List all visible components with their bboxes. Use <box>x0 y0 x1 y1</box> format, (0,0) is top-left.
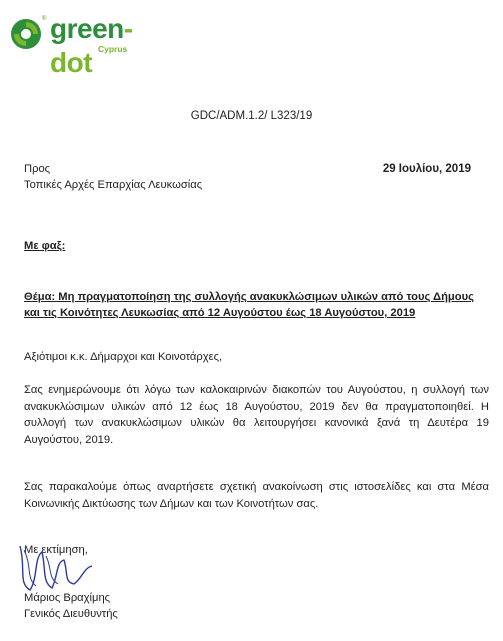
subject-line-1: Θέμα: Μη πραγματοποίηση της συλλογής ανακυκλώσιμων υλικών από τους Δήμους <box>24 291 474 303</box>
subject-line-2: και τις Κοινότητες Λευκωσίας από 12 Αυγούστου έως 18 Αυγούστου, 2019 <box>24 307 416 319</box>
closing: Με εκτίμηση, <box>24 544 88 556</box>
letter-date: 29 Ιουλίου, 2019 <box>382 163 471 175</box>
signatory-title: Γενικός Διευθυντής <box>24 608 118 620</box>
recycle-logo-icon <box>10 18 42 50</box>
to-label: Προς <box>24 163 51 175</box>
logo-word-green: green <box>50 13 124 44</box>
registered-mark: ® <box>42 16 47 22</box>
greeting: Αξιότιμοι κ.κ. Δήμαρχοι και Κοινοτάρχες, <box>24 351 223 363</box>
green-dot-logo <box>10 13 170 78</box>
fax-label: Με φαξ: <box>24 240 66 252</box>
reference-number: GDC/ADM.1.2/ L323/19 <box>190 110 313 122</box>
signatory-name: Μάριος Βραχίμης <box>24 592 111 604</box>
body-paragraph-1: Σας ενημερώνουμε ότι λόγω των καλοκαιρινών διακοπών του Αυγούστου, η συλλογή των ανακυκλώσιμων υλικών από 12 έως 18 Αυγούστου, 2019 δεν θα πραγματοποιηθεί. Η συλλογή των ανακυκλώσιμων υλικών θα λειτουργήσει κανονικά ξανά τη Δευτέρα 19 Αυγούστου, 2019. <box>24 384 489 446</box>
body-paragraph-2: Σας παρακαλούμε όπως αναρτήσετε σχετική ανακοίνωση στις ιστοσελίδες και στα Μέσα Κοινωνικής Δικτύωσης των Δήμων και των Κοινοτήτων σας. <box>24 481 489 510</box>
logo-word-dot: -dot <box>50 13 133 78</box>
logo-subtitle: Cyprus <box>98 44 128 54</box>
handwritten-signature <box>12 538 102 598</box>
recipient: Τοπικές Αρχές Επαρχίας Λευκωσίας <box>24 179 203 191</box>
